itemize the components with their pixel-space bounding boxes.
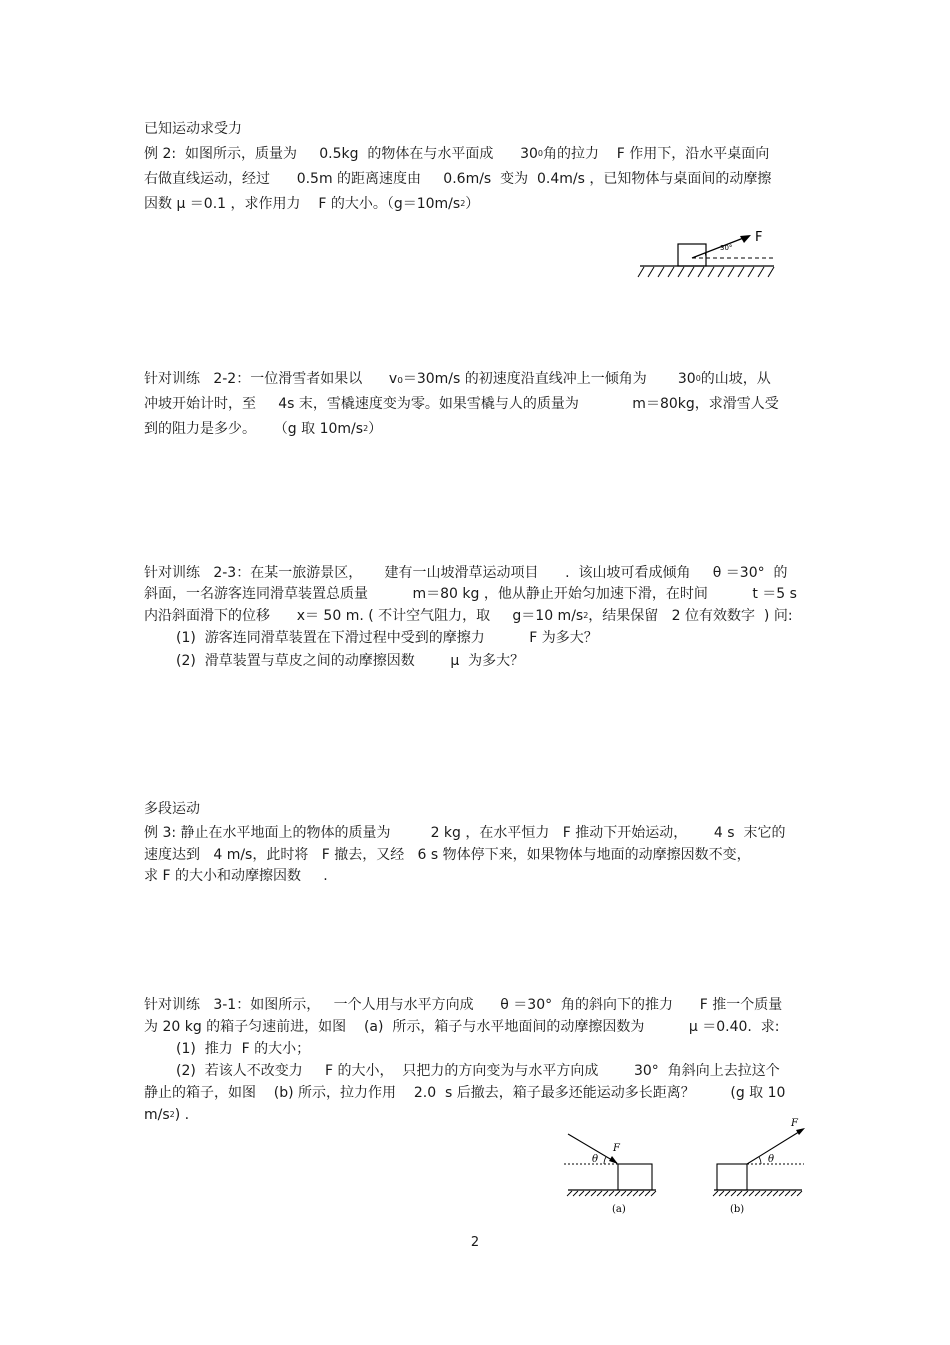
example2-line3: 因数 μ ＝0.1 ，求作用力 F 的大小。$(g=10m/s^2)$ [144, 196, 480, 212]
exercise23-question2: (2) 滑草装置与草皮之间的动摩擦因数 μ 为多大？ [176, 653, 525, 669]
exercise23-line1: 针对训练 2-3：在某一旅游景区， 建有一山坡滑草运动项目 . 该山坡可看成倾角 θ ＝30° 的 [144, 565, 788, 581]
exercise31-line2: 为 20 kg 的箱子匀速前进，如图 (a) 所示，箱子与水平地面间的动摩擦因数为 μ ＝0.40. 求: [144, 1019, 780, 1035]
exercise31-line6: $m/s^2$) . [144, 1107, 190, 1123]
section-title-multistage: 多段运动 [144, 801, 200, 817]
exercise22-line3: 到的阻力是多少。 （g 取 $10m/s^2$） [144, 421, 383, 437]
block-pull-figure [634, 226, 784, 288]
example2-line1: 例 2: 如图所示，质量为 0.5kg 的物体在与水平面成 $30^0$角的拉力 F 作用下，沿水平桌面向 [144, 146, 770, 162]
figure-a [564, 1134, 656, 1215]
section-title-forces: 已知运动求受力 [144, 121, 242, 137]
exercise23-line2: 斜面，一名游客连同滑草装置总质量 m＝80 kg ，他从静止开始匀加速下滑，在时间 t ＝5 s [144, 586, 797, 602]
caption-a: (a) [612, 1204, 626, 1215]
example3-line1: 例 3: 静止在水平地面上的物体的质量为 2 kg ，在水平恒力 F 推动下开始运动， 4 s 末它的 [144, 825, 786, 841]
force-label: F [755, 230, 763, 245]
exercise23-line3: 内沿斜面滑下的位移 x＝ 50 m. ( 不计空气阻力，取 g＝10 $m/s^2$，结果保留 2 位有效数字 ) 问: [144, 608, 793, 624]
exercise31-line1: 针对训练 3-1：如图所示， 一个人用与水平方向成 θ ＝30° 角的斜向下的推力 F 推一个质量 [144, 997, 783, 1013]
force-arrow-line [692, 237, 746, 258]
exercise23-question1: (1) 游客连同滑草装置在下滑过程中受到的摩擦力 F 为多大？ [176, 630, 598, 646]
exercise22-line1: 针对训练 2-2：一位滑雪者如果以 v₀＝30m/s 的初速度沿直线冲上一倾角为 $30^0$的山坡，从 [144, 371, 771, 387]
figure-b [713, 1118, 805, 1215]
push-pull-figure [560, 1116, 815, 1220]
page-number: 2 [470, 1235, 480, 1250]
force-label-a: F [613, 1143, 620, 1154]
angle-label-a: θ [592, 1154, 599, 1165]
caption-b: (b) [730, 1204, 745, 1215]
example2-line2: 右做直线运动，经过 0.5m 的距离速度由 0.6m/s 变为 0.4m/s ，已知物体与桌面间的动摩擦 [144, 171, 772, 187]
force-label-b: F [791, 1118, 798, 1129]
angle-label: 30° [720, 244, 733, 252]
angle-label-b: θ [768, 1154, 775, 1165]
exercise31-question2: (2) 若该人不改变力 F 的大小， 只把力的方向变为与水平方向成 30° 角斜向上去拉这个 [176, 1063, 780, 1079]
exercise31-line5: 静止的箱子，如图 (b) 所示，拉力作用 2.0 s 后撤去，箱子最多还能运动多长距离？ (g 取 10 [144, 1085, 786, 1101]
example3-line2: 速度达到 4 m/s，此时将 F 撤去，又经 6 s 物体停下来，如果物体与地面的动摩擦因数不变， [144, 847, 751, 863]
exercise31-question1: (1) 推力 F 的大小； [176, 1041, 311, 1057]
example3-line3: 求 F 的大小和动摩擦因数 . [144, 868, 328, 884]
exercise22-line2: 冲坡开始计时，至 4s 末，雪橇速度变为零。如果雪橇与人的质量为 m＝80kg，求滑雪人受 [144, 396, 779, 412]
